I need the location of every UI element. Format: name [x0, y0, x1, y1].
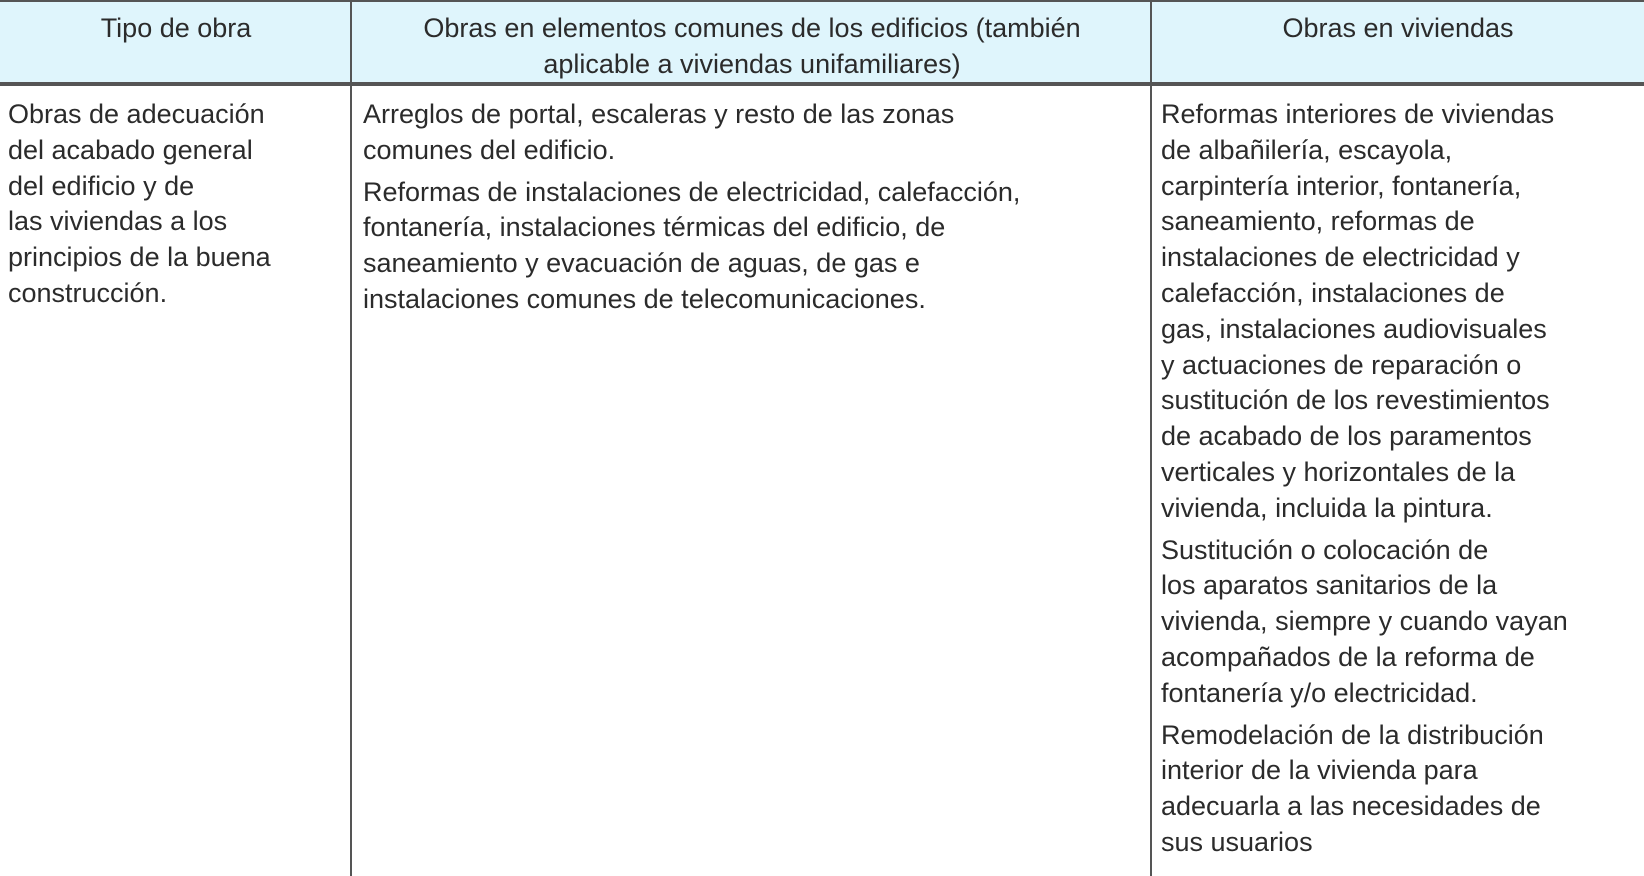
cell-paragraph: Arreglos de portal, escaleras y resto de las zonas comunes del edificio.	[363, 99, 955, 165]
cell-obras-elementos-comunes	[352, 86, 1150, 324]
header-tipo-de-obra: Tipo de obra	[100, 13, 252, 43]
header-obras-en-viviendas: Obras en viviendas	[1282, 13, 1514, 43]
cell-tipo-de-obra	[0, 86, 350, 318]
header-obras-elementos-comunes: Obras en elementos comunes de los edificios (también aplicable a viviendas unifamiliares)	[423, 13, 1081, 79]
cell-obras-en-viviendas	[1152, 86, 1644, 867]
cell-paragraph: Reformas de instalaciones de electricidad, calefacción, fontanería, instalaciones térmicas del edificio, de saneamiento y evacuación de aguas, de gas e instalaciones comunes de telecomunicaciones.	[363, 176, 1021, 314]
table-header-row	[0, 0, 1644, 86]
cell-paragraph: Reformas interiores de viviendas de albañilería, escayola, carpintería interior, fontanería, saneamiento, reformas de instalaciones de electricidad y calefacción, instalaciones de gas, instalaciones audiovisuales y actuaciones de reparación o sustitución de los revestimientos de acabado de los paramentos verticales y horizontales de la vivienda, incluida la pintura.	[1161, 99, 1555, 523]
cell-paragraph: Sustitución o colocación de los aparatos sanitarios de la vivienda, siempre y cuando vayan acompañados de la reforma de fontanería y/o electricidad.	[1161, 534, 1568, 708]
cell-text: Obras de adecuación del acabado general del edificio y de las viviendas a los principios de la buena construcción.	[8, 99, 271, 308]
cell-paragraph: Remodelación de la distribución interior de la vivienda para adecuarla a las necesidades de sus usuarios	[1161, 719, 1544, 857]
